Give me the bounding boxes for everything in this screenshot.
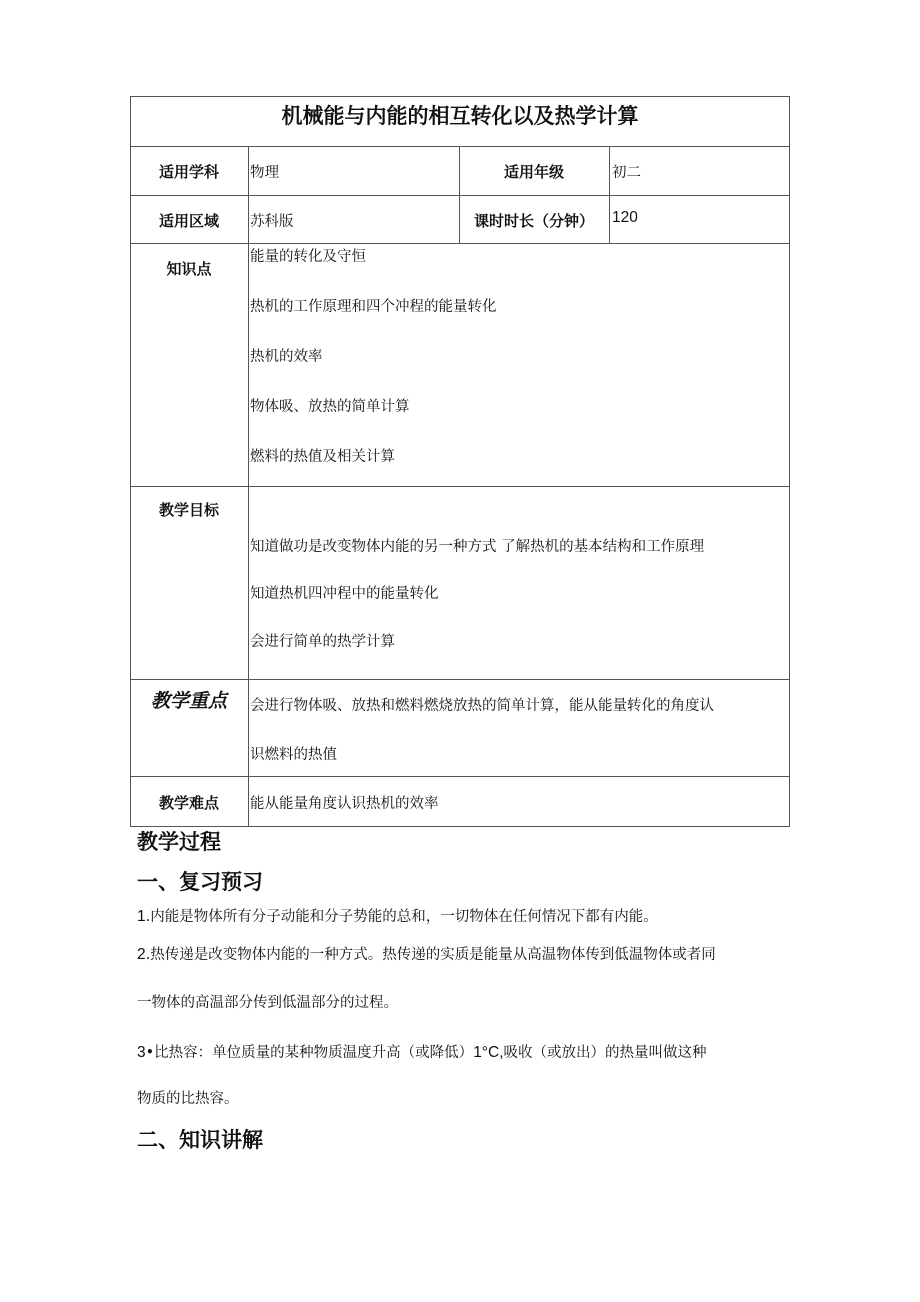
- page-title: 机械能与内能的相互转化以及热学计算: [281, 104, 639, 128]
- item-number: 2: [137, 946, 146, 963]
- grade-label: 适用年级: [503, 163, 564, 181]
- knowledge-label: 知识点: [166, 260, 212, 278]
- table-col-divider: [609, 146, 610, 244]
- table-rule: [130, 776, 790, 777]
- focus-line: 识燃料的热值: [250, 747, 337, 763]
- table-border-bottom: [130, 826, 790, 827]
- table-border-right: [789, 96, 790, 827]
- table-rule: [130, 679, 790, 680]
- table-col-divider: [248, 146, 249, 827]
- goal-item: 知道做功是改变物体内能的另一种方式 了解热机的基本结构和工作原理: [250, 539, 705, 555]
- paragraph-text: .热传递是改变物体内能的一种方式。热传递的实质是能量从高温物体传到低温物体或者同: [145, 947, 716, 963]
- knowledge-item: 热机的效率: [250, 349, 323, 365]
- duration-label: 课时时长（分钟）: [473, 212, 594, 230]
- item-number: 1: [137, 908, 146, 925]
- process-heading: 教学过程: [137, 830, 221, 854]
- focus-label: 教学重点: [150, 690, 227, 712]
- knowledge-item: 物体吸、放热的简单计算: [250, 399, 410, 415]
- region-label: 适用区域: [158, 212, 219, 230]
- subject-label: 适用学科: [158, 163, 219, 181]
- section-heading-knowledge: 二、知识讲解: [137, 1128, 263, 1152]
- knowledge-item: 燃料的热值及相关计算: [250, 449, 395, 465]
- goals-label: 教学目标: [158, 501, 219, 519]
- knowledge-item: 热机的工作原理和四个冲程的能量转化: [250, 299, 497, 315]
- duration-value: 120: [612, 209, 638, 226]
- section-heading-review: 一、复习预习: [137, 870, 263, 894]
- goal-item: 会进行简单的热学计算: [250, 634, 395, 650]
- region-value: 苏科版: [250, 214, 294, 230]
- table-border-top: [130, 96, 790, 97]
- paragraph-2: [137, 943, 716, 964]
- grade-value: 初二: [612, 165, 641, 181]
- paragraph-text: 吸收（或放出）的热量叫做这种: [503, 1045, 707, 1061]
- difficulty-value: 能从能量角度认识热机的效率: [250, 796, 439, 812]
- item-number: 3: [137, 1044, 146, 1061]
- subject-value: 物理: [250, 165, 279, 181]
- paragraph-2-continued: 一物体的高温部分传到低温部分的过程。: [137, 995, 398, 1011]
- table-rule: [130, 486, 790, 487]
- paragraph-1: [137, 905, 658, 926]
- paragraph-3: [137, 1041, 707, 1062]
- knowledge-item: 能量的转化及守恒: [250, 249, 366, 265]
- table-border-left: [130, 96, 131, 827]
- paragraph-3-continued: 物质的比热容。: [137, 1091, 239, 1107]
- paragraph-text: •比热容：单位质量的某种物质温度升高（或降低）: [145, 1045, 474, 1061]
- table-rule: [130, 243, 790, 244]
- paragraph-text: .内能是物体所有分子动能和分子势能的总和，一切物体在任何情况下都有内能。: [145, 909, 658, 925]
- focus-line: 会进行物体吸、放热和燃料燃烧放热的简单计算，能从能量转化的角度认: [250, 698, 714, 714]
- table-rule: [130, 195, 790, 196]
- goal-item: 知道热机四冲程中的能量转化: [250, 586, 439, 602]
- temperature-unit: 1°C,: [473, 1044, 504, 1061]
- table-rule: [130, 146, 790, 147]
- difficulty-label: 教学难点: [158, 794, 219, 812]
